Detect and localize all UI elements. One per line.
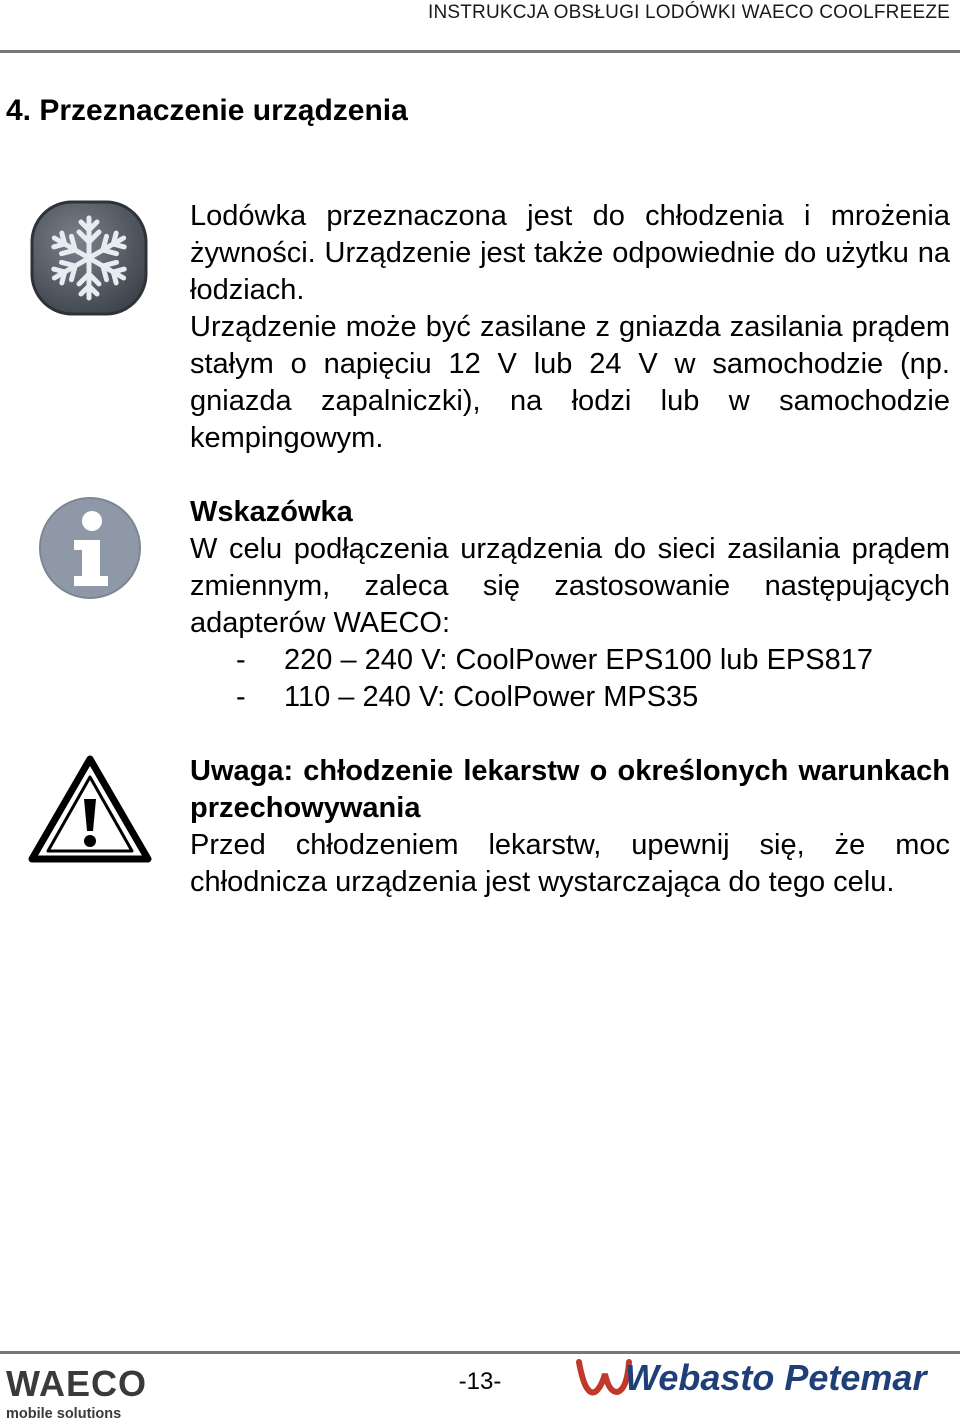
warning-icon [28, 755, 152, 863]
waeco-logo-main: WAECO [6, 1363, 148, 1404]
block3-text [190, 753, 950, 901]
webasto-swoosh-icon [579, 1362, 629, 1392]
header-title: INSTRUKCJA OBSŁUGI LODÓWKI WAECO COOLFREEZE [427, 2, 950, 23]
snowflake-icon [30, 200, 148, 316]
page-number: -13- [458, 1368, 502, 1395]
list-item [190, 679, 950, 716]
hint-heading: Wskazówka [190, 496, 353, 528]
footer-rule [0, 1351, 960, 1354]
block2-text [190, 494, 950, 716]
warning-paragraph: Przed chłodzeniem lekarstw, upewnij się, że moc chłodnicza urządzenia jest wystarczająca do tego celu. [190, 829, 950, 898]
list-dash: - [236, 644, 246, 676]
waeco-logo-sub: mobile solutions [6, 1406, 122, 1422]
list-item-text: 220 – 240 V: CoolPower EPS100 lub EPS817 [284, 644, 873, 676]
list-item-text: 110 – 240 V: CoolPower MPS35 [284, 681, 699, 713]
webasto-logo-text: Webasto Petemar [625, 1357, 927, 1398]
section-title: 4. Przeznaczenie urządzenia [6, 94, 408, 127]
list-dash: - [236, 681, 246, 713]
list-item [190, 642, 950, 679]
warning-heading: Uwaga: chłodzenie lekarstw o określonych warunkach przechowywania [190, 755, 950, 824]
info-icon [38, 496, 142, 600]
block1-paragraph-2: Urządzenie może być zasilane z gniazda zasilania prądem stałym o napięciu 12 V lub 24 V w samochodzie (np. gniazda zapalniczki), na łodzi lub w samochodzie kempingowym. [190, 311, 950, 454]
header-rule [0, 50, 960, 53]
block1-text [190, 198, 950, 457]
hint-paragraph: W celu podłączenia urządzenia do sieci zasilania prądem zmiennym, zaleca się zastosowanie następujących adapterów WAECO: [190, 533, 950, 639]
block1-paragraph-1: Lodówka przeznaczona jest do chłodzenia i mrożenia żywności. Urządzenie jest także odpowiednie do użytku na łodziach. [190, 200, 950, 306]
webasto-petemar-logo [575, 1356, 953, 1403]
